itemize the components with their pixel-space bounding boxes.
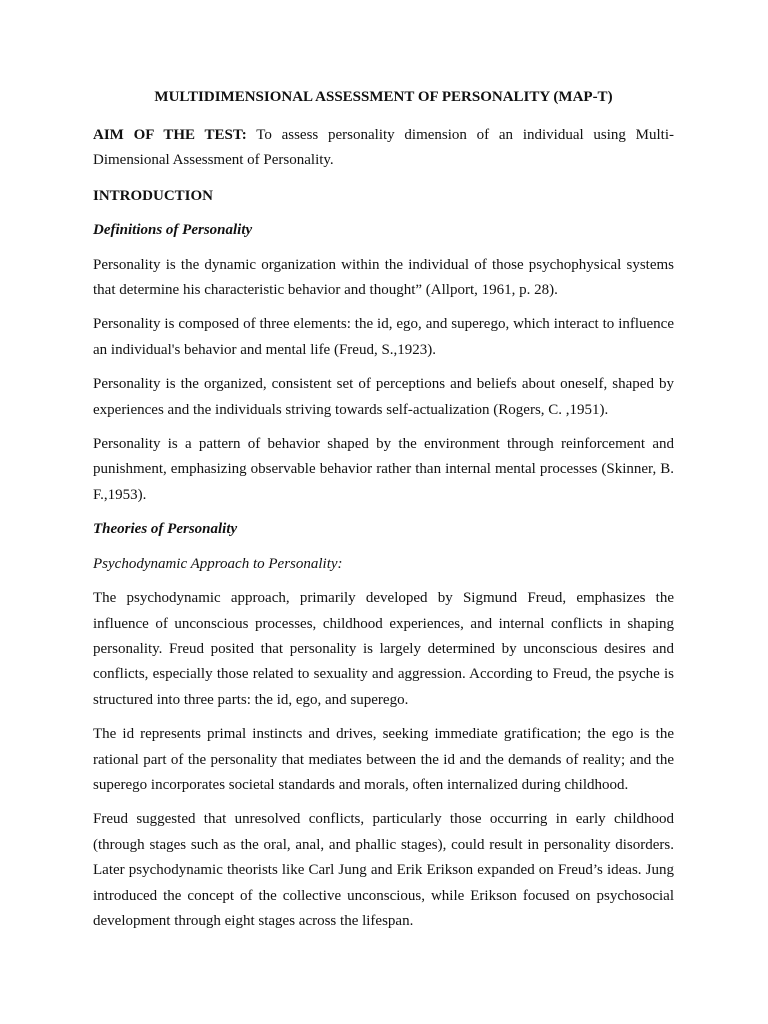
aim-section <box>93 123 674 174</box>
theory-paragraph: The psychodynamic approach, primarily developed by Sigmund Freud, emphasizes the influence of unconscious processes, childhood experiences, and internal conflicts in shaping personality. Freud posited that personality is largely determined by unconscious desires and conflicts, especially those related to sexuality and aggression. According to Freud, the psyche is structured into three parts: the id, ego, and superego. <box>93 590 674 708</box>
definition-paragraph: Personality is a pattern of behavior shaped by the environment through reinforcement and punishment, emphasizing observable behavior rather than internal mental processes (Skinner, B. F.,1953). <box>93 436 674 503</box>
document-title: MULTIDIMENSIONAL ASSESSMENT OF PERSONALITY (MAP-T) <box>154 89 613 105</box>
theory-paragraph: The id represents primal instincts and drives, seeking immediate gratification; the ego is the rational part of the personality that mediates between the id and the demands of reality; and the superego incorporates societal standards and morals, often internalized during childhood. <box>93 726 674 793</box>
definition-paragraph: Personality is the organized, consistent set of perceptions and beliefs about oneself, shaped by experiences and the individuals striving towards self-actualization (Rogers, C. ,1951). <box>93 376 674 418</box>
psychodynamic-heading: Psychodynamic Approach to Personality: <box>93 555 343 572</box>
aim-paragraph <box>93 123 674 174</box>
aim-text: To assess personality dimension of an individual using Multi-Dimensional Assessment of Personality. <box>93 127 674 169</box>
theory-paragraph: Freud suggested that unresolved conflicts, particularly those occurring in early childhood (through stages such as the oral, anal, and phallic stages), could result in personality disorders. Later psychodynamic theorists like Carl Jung and Erik Erikson expanded on Freud’s ideas. Jung introduced the concept of the collective unconscious, while Erikson focused on psychosocial development through eight stages across the lifespan. <box>93 811 674 929</box>
introduction-heading: INTRODUCTION <box>93 187 214 204</box>
definition-paragraph: Personality is the dynamic organization within the individual of those psychophysical systems that determine his characteristic behavior and thought” (Allport, 1961, p. 28). <box>93 256 674 299</box>
definitions-heading: Definitions of Personality <box>93 222 253 239</box>
aim-label: AIM OF THE TEST: <box>93 127 247 143</box>
theories-heading: Theories of Personality <box>93 521 238 538</box>
document-page <box>93 86 674 943</box>
definition-paragraph: Personality is composed of three elements: the id, ego, and superego, which interact to influence an individual's behavior and mental life (Freud, S.,1923). <box>93 316 674 358</box>
